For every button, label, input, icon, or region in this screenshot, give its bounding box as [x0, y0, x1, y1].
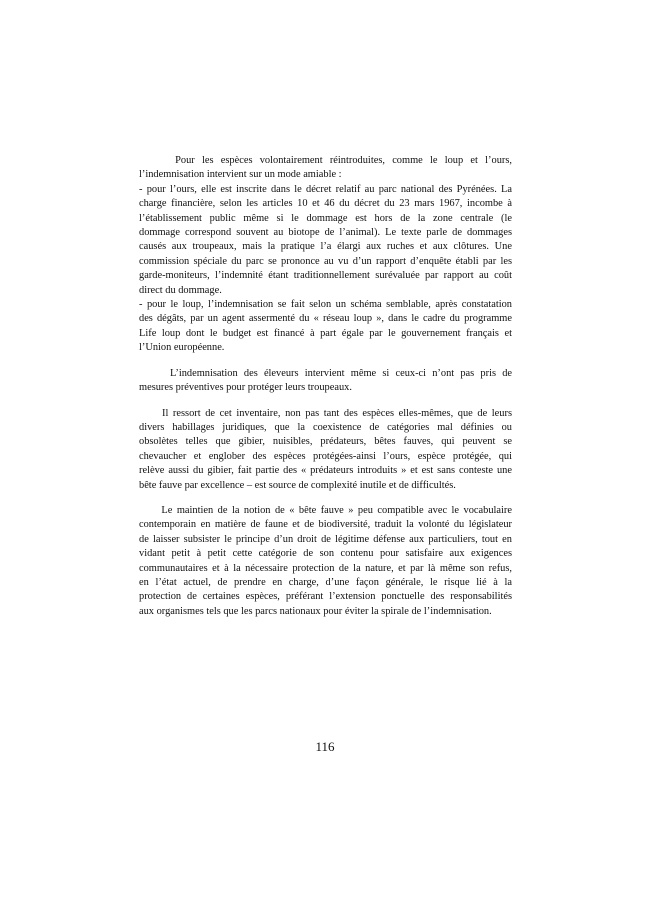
text-line: dommage correspond souvent au biotope de l’animal). Le texte parle de dommages [139, 227, 512, 239]
text-line: protection de certaines espèces, préférant l’extension ponctuelle des responsabilités [139, 591, 512, 603]
text-line: Le maintien de la notion de « bête fauve » peu compatible avec le vocabulaire [139, 504, 512, 516]
text-line: contemporain en matière de faune et de biodiversité, traduit la volonté du législateur [139, 519, 512, 531]
text-line: direct du dommage. [139, 284, 222, 296]
text-line: vidant petit à petit cette catégorie de son contenu pour satisfaire aux exigences [139, 548, 512, 560]
text-line: L’indemnisation des éleveurs intervient même si ceux-ci n’ont pas pris de [139, 367, 512, 379]
text-line: Il ressort de cet inventaire, non pas tant des espèces elles-mêmes, que de leurs [139, 407, 512, 419]
text-line: aux organismes tels que les parcs nationaux pour éviter la spirale de l’indemnisation. [139, 605, 492, 617]
paragraph-indemnisation-especes-reintroduites [139, 154, 512, 356]
paragraph-notion-bete-fauve [139, 504, 512, 619]
text-line: l’établissement public même si le dommage est hors de la zone centrale (le [139, 212, 512, 224]
text-line: en l’état actuel, de prendre en charge, d’une façon générale, le risque lié à la [139, 576, 512, 588]
text-line: - pour l’ours, elle est inscrite dans le décret relatif au parc national des Pyrénées. La [139, 183, 512, 195]
text-line: - pour le loup, l’indemnisation se fait selon un schéma semblable, après constatation [139, 299, 512, 311]
text-line: Life loup dont le budget est financé à part égale par le gouvernement français et [139, 327, 512, 339]
paragraph-inventaire-categories [139, 407, 512, 493]
text-line: divers habillages juridiques, que la coexistence de catégories mal définies ou [139, 421, 512, 433]
text-line: mesures préventives pour protéger leurs troupeaux. [139, 382, 352, 394]
text-line: garde-moniteurs, l’indemnité étant traditionnellement surévaluée par rapport au coût [139, 270, 512, 282]
text-line: des dégâts, par un agent assermenté du « réseau loup », dans le cadre du programme [139, 313, 512, 325]
paragraph-indemnisation-eleveurs [139, 367, 512, 396]
text-line: relève aussi du gibier, fait partie des « prédateurs introduits » et est sans conteste une [139, 465, 512, 477]
text-line: obsolètes telles que gibier, nuisibles, prédateurs, bêtes fauves, qui peuvent se [139, 436, 512, 448]
text-line: bête fauve par excellence – est source de complexité inutile et de difficultés. [139, 479, 456, 491]
text-line: l’indemnisation intervient sur un mode amiable : [139, 169, 342, 181]
text-line: communautaires et à la nécessaire protection de la nature, et par là même son refus, [139, 562, 512, 574]
text-line: charge financière, selon les articles 10 et 46 du décret du 23 mars 1967, incombe à [139, 198, 512, 210]
text-line: commission spéciale du parc se prononce au vu d’un rapport d’enquête établi par les [139, 255, 512, 267]
text-line: Pour les espèces volontairement réintroduites, comme le loup et l’ours, [139, 155, 512, 166]
body-text [139, 154, 512, 630]
text-line: l’Union européenne. [139, 342, 225, 354]
page-number: 116 [315, 739, 335, 754]
text-line: chevaucher et englober des espèces protégées-ainsi l’ours, espèce protégée, qui [139, 450, 512, 462]
text-line: causés aux troupeaux, mais la pratique l’a élargi aux ruches et aux clôtures. Une [139, 241, 512, 253]
text-line: de laisser subsister le principe d’un droit de légitime défense aux particuliers, tout en [139, 533, 512, 545]
